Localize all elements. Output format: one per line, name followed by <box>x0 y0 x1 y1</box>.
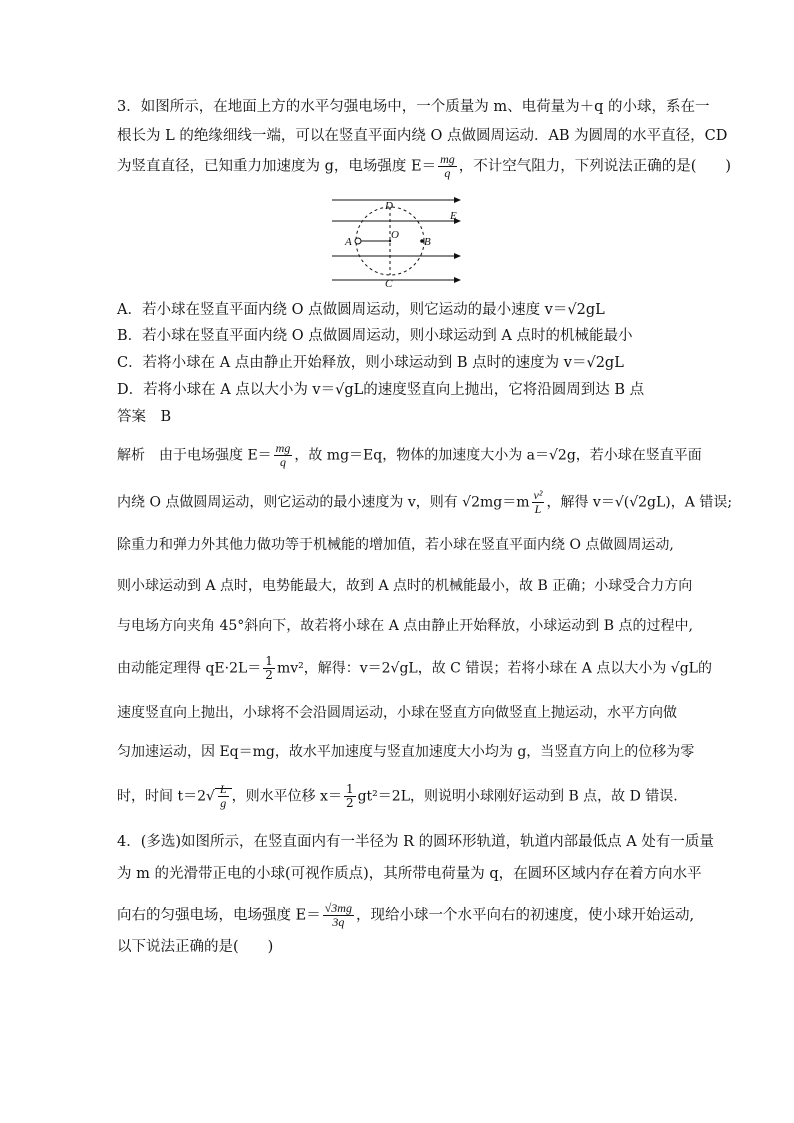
fraction-v2-over-l: $\frac{\text{v²}}{L}$ <box>533 488 543 516</box>
ball-at-a <box>355 238 361 244</box>
label-d: D <box>385 200 393 212</box>
arrow-4 <box>454 277 461 283</box>
q4-stem-line3: 向右的匀强电场，电场强度 E＝ $\frac{√3mg}{3q}$ ，现给小球一个水平向右的初速度，使小球开始运动, <box>117 901 695 929</box>
label-e: E <box>450 210 457 222</box>
fraction-mg-over-q: $\frac{mg}{q}$ <box>275 441 291 469</box>
q3-stem-line1: 3．如图所示，在地面上方的水平匀强电场中，一个质量为 m、电荷量为＋q 的小球，系在一 <box>117 99 710 115</box>
option-a: A．若小球在竖直平面内绕 O 点做圆周运动，则它运动的最小速度 v＝√2gL <box>117 302 605 318</box>
label-b: B <box>424 236 431 248</box>
arrow-3 <box>454 253 461 259</box>
solution-line2: 内绕 O 点做圆周运动，则它运动的最小速度为 v，则有 √2mg＝m $\frac{\text{v²}}{L}$ ，解得 v＝√(√2gL)，A 错误; <box>117 488 733 516</box>
arrow-1 <box>454 197 461 203</box>
fraction-mg-over-q: $\frac{mg}{q}$ <box>440 152 455 180</box>
fraction-one-half: $\frac{1}{2}$ <box>265 654 273 682</box>
solution-line3: 除重力和弹力外其他力做功等于机械能的增加值，若小球在竖直平面内绕 O 点做圆周运动, <box>117 537 674 553</box>
option-b: B．若小球在竖直平面内绕 O 点做圆周运动，则小球运动到 A 点时的机械能最小 <box>117 328 633 344</box>
label-a: A <box>345 236 352 248</box>
answer: 答案 B <box>117 409 172 425</box>
q4-stem-line1: 4．(多选)如图所示，在竖直面内有一半径为 R 的圆环形轨道，轨道内部最低点 A 处有一质量 <box>117 834 714 850</box>
solution-line8: 匀加速运动，因 Eq＝mg，故水平加速度与竖直加速度大小均为 g，当竖直方向上的位移为零 <box>117 744 695 760</box>
label-o: O <box>391 229 399 241</box>
q4-stem-line2: 为 m 的光滑带正电的小球(可视作质点)，其所带电荷量为 q，在圆环区域内存在着方向水平 <box>117 866 702 882</box>
q3-stem-line3: 为竖直直径，已知重力加速度为 g，电场强度 E＝ $\frac{mg}{q}$ ，不计空气阻力，下列说法正确的是( ) <box>117 152 732 180</box>
solution-line1: 解析 由于电场强度 E＝ $\frac{mg}{q}$ ，故 mg＝Eq，物体的加速度大小为 a＝√2g，若小球在竖直平面 <box>117 441 702 469</box>
electric-field-circle-figure <box>330 195 465 290</box>
solution-line6: 由动能定理得 qE·2L＝ $\frac{1}{2}$ mv²，解得：v＝2√gL，故 C 错误；若将小球在 A 点以大小为 √gL的 <box>117 654 712 682</box>
solution-line9: 时，时间 t＝2√ $\frac{L}{g}$ ，则水平位移 x＝ $\frac{1}{2}$ gt²＝2L，则说明小球刚好运动到 B 点，故 D 错误. <box>117 782 678 810</box>
label-c: C <box>385 278 393 290</box>
fraction-sqrt3mg-over-3q: $\frac{√3mg}{3q}$ <box>324 901 352 929</box>
option-c: C．若将小球在 A 点由静止开始释放，则小球运动到 B 点时的速度为 v＝√2gL <box>117 355 624 371</box>
sqrt-l-over-g: √ $\frac{L}{g}$ <box>206 783 232 810</box>
q3-stem-line2: 根长为 L 的绝缘细线一端，可以在竖直平面内绕 O 点做圆周运动．AB 为圆周的水平直径，CD <box>117 128 728 144</box>
fraction-one-half: $\frac{1}{2}$ <box>345 782 354 810</box>
option-d: D．若将小球在 A 点以大小为 v＝√gL的速度竖直向上抛出，它将沿圆周到达 B 点 <box>117 382 645 398</box>
q4-stem-line4: 以下说法正确的是( ) <box>117 939 274 955</box>
solution-line7: 速度竖直向上抛出，小球将不会沿圆周运动，小球在竖直方向做竖直上抛运动，水平方向做 <box>117 705 677 721</box>
solution-line5: 与电场方向夹角 45°斜向下，故若将小球在 A 点由静止开始释放，小球运动到 B 点的过程中, <box>117 618 693 634</box>
solution-line4: 则小球运动到 A 点时，电势能最大，故到 A 点时的机械能最小，故 B 正确；小球受合力方向 <box>117 578 693 594</box>
